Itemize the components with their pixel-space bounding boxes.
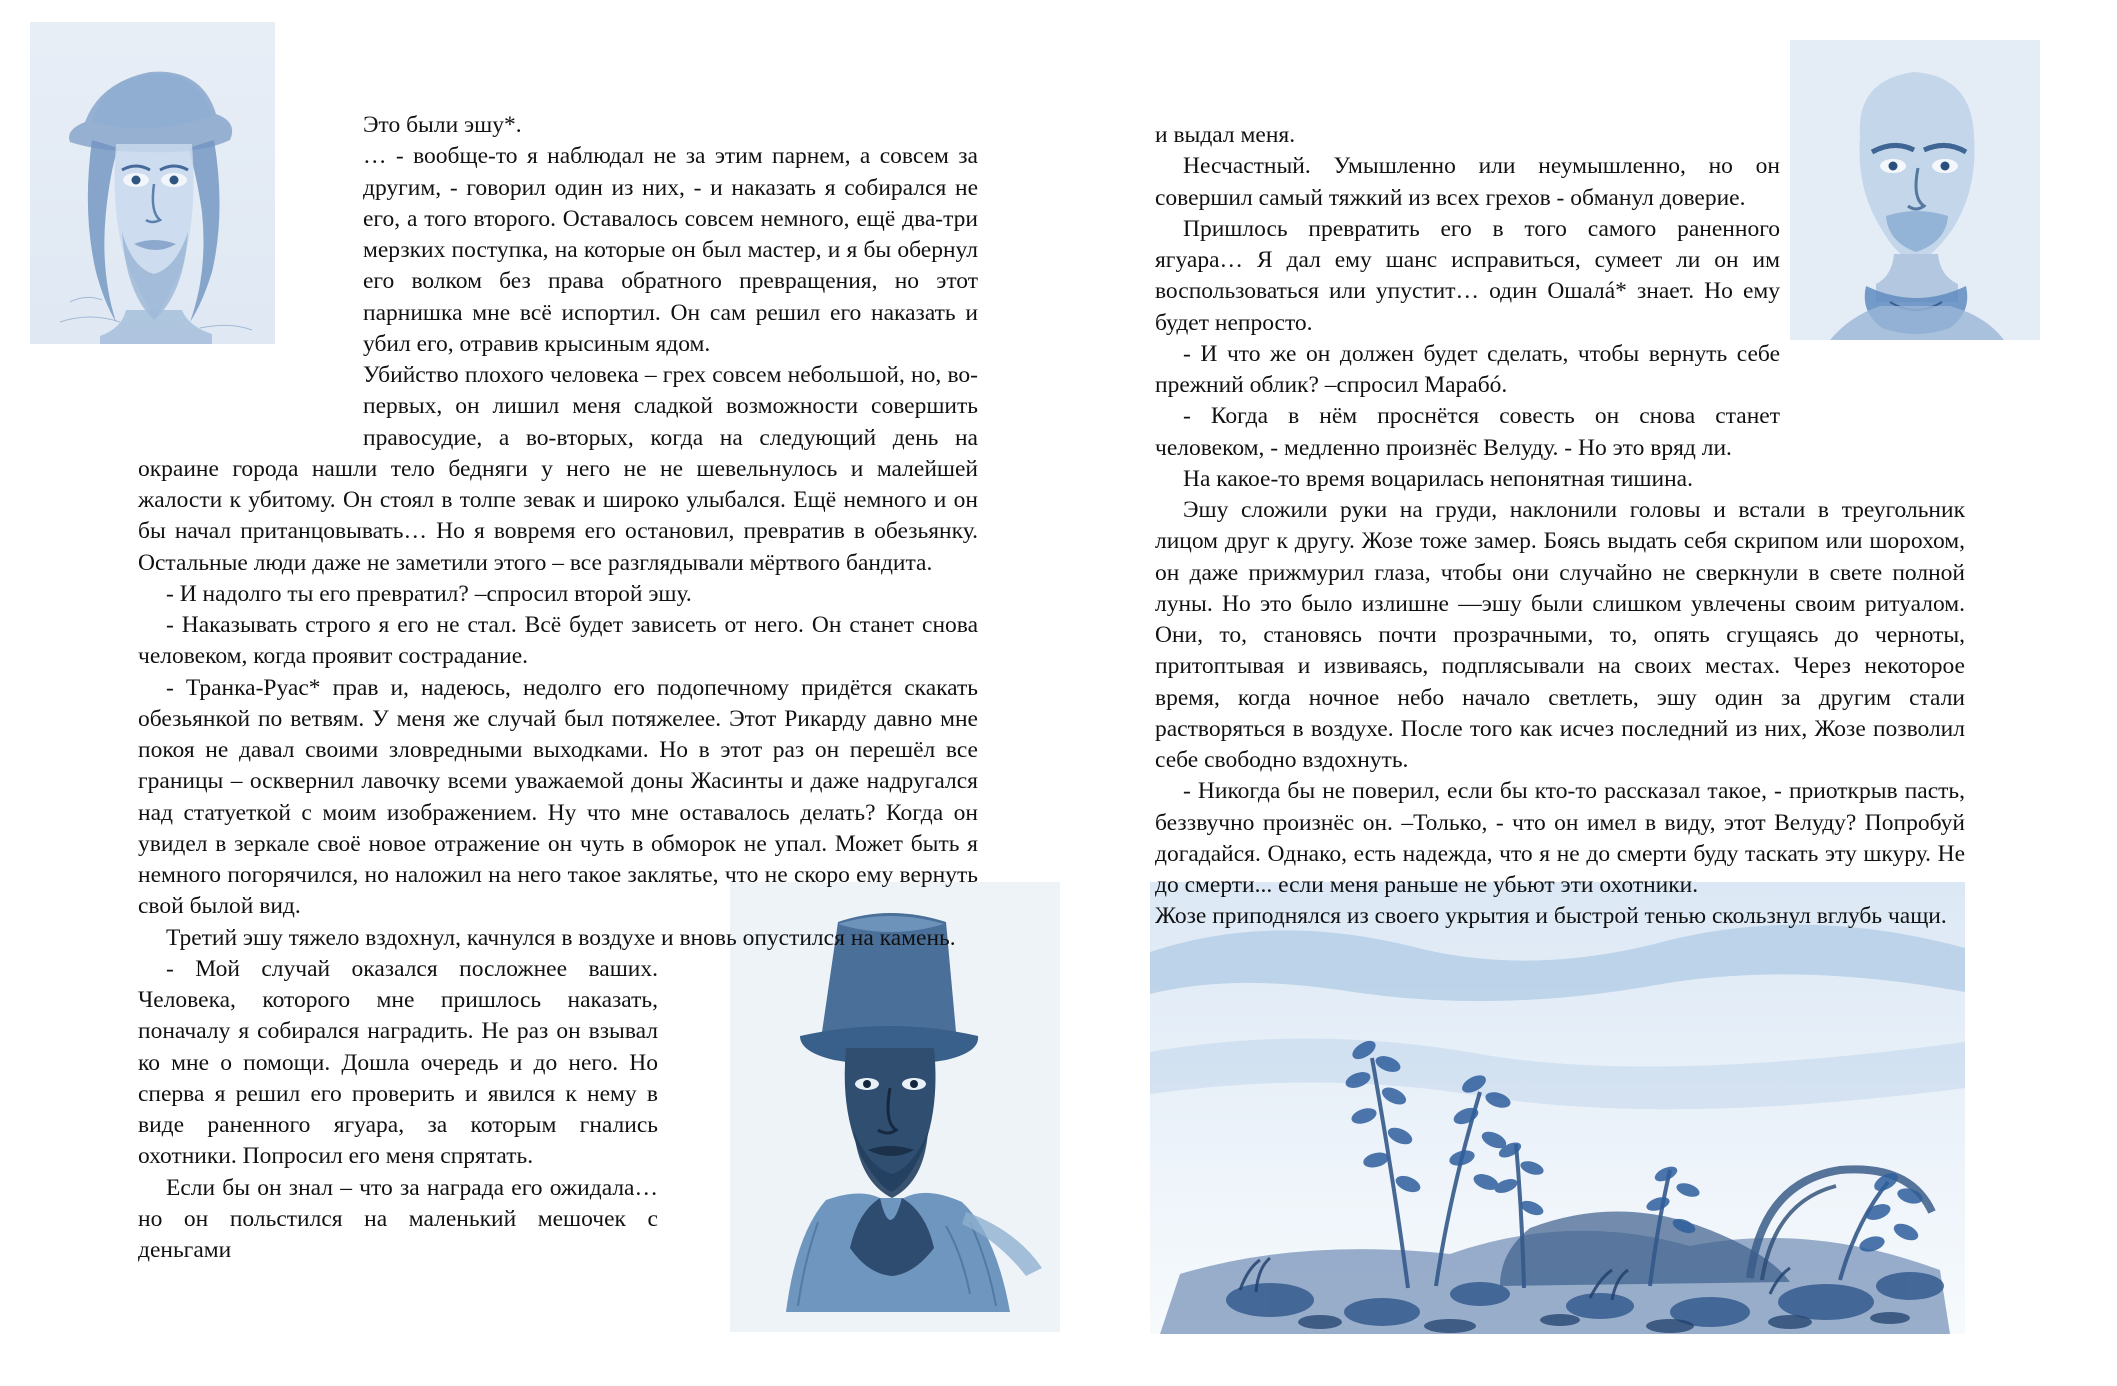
left-text-column <box>138 110 978 1266</box>
paragraph: Убийство плохого человека – грех совсем небольшой, но, во-первых, он лишил меня сладкой возможности совершить правосудие, а во-вторых, когда на следующий день на окраине города нашли тело бедняги у него не не шевельнулось и малейшей жалости к убитому. Он стоял в толпе зевак и широко улыбался. Ещё немного и он бы начал пританцовывать… Но я вовремя его остановил, превратив в обезьянку. Остальные люди даже не заметили этого – все разглядывали мёртвого бандита. <box>138 362 978 576</box>
paragraph: Эшу сложили руки на груди, наклонили головы и встали в треугольник лицом друг к другу. Жозе тоже замер. Боясь выдать себя скрипом или шорохом, он даже прижмурил глаза, чтобы они случайно не сверкнули в свете полной луны. Но это было излишне ––эшу были слишком увлечены своим ритуалом. Они, то, становясь почти прозрачными, то, опять сгущаясь до черноты, притоптывая и извиваясь, подплясывали на своих местах. Через некоторое время, когда ночное небо начало светлеть, эшу один за другим стали растворяться в воздухе. После того как исчез последний из них, Жозе позволил себе свободно вздохнуть. <box>1155 497 1965 773</box>
left-illustration-wrap-shape <box>138 110 363 440</box>
paragraph: Несчастный. Умышленно или неумышленно, но он совершил самый тяжкий из всех грехов - обманул доверие. <box>1155 153 1780 211</box>
paragraph: и выдал меня. <box>1155 122 1296 148</box>
landscape-illustration <box>1150 882 1965 1334</box>
paragraph: - Никогда бы не поверил, если бы кто-то рассказал такое, - приоткрыв пасть, беззвучно произнёс он. –Только, - что он имел в виду, этот Велуду? Попробуй догадайся. Однако, есть надежда, что я не до смерти буду таскать эту шкуру. Не до смерти... если меня раньше не убьют эти охотники. <box>1155 778 1965 898</box>
paragraph: Если бы он знал – что за награда его ожидала… но он польстился на маленький мешочек с деньгами <box>138 1174 658 1263</box>
paragraph: - Мой случай оказался посложнее ваших. Человека, которого мне пришлось наказать, поначалу я собирался наградить. Не раз он взывал ко мне о помощи. Дошла очередь и до него. Но сперва я решил его проверить и явился к нему в виде раненного ягуара, за которым гнались охотники. Попросил его меня спрятать. <box>138 955 658 1170</box>
paragraph: Третий эшу тяжело вздохнул, качнулся в воздухе и вновь опустился на камень. <box>166 924 956 951</box>
paragraph: - И надолго ты его превратил? –спросил второй эшу. <box>166 580 692 607</box>
paragraph: - Когда в нём проснётся совесть он снова станет человеком, - медленно произнёс Велуду. - Но это вряд ли. <box>1155 403 1780 461</box>
paragraph: Жозе приподнялся из своего укрытия и быстрой тенью скользнул вглубь чащи. <box>1155 903 1947 930</box>
right-text-column <box>1155 120 1965 933</box>
paragraph: … - вообще-то я наблюдал не за этим парнем, а совсем за другим, - говорил один из них, - и наказать я собирался не его, а того второго. Оставалось совсем немного, ещё два-три мерзких поступка, на которые он был мастер, и я бы обернул его волком без права обратного превращения, но этот парнишка мне всё испортил. Он сам решил его наказать и убил его, отравив крысиным ядом. <box>363 143 978 357</box>
paragraph: Пришлось превратить его в того самого раненного ягуара… Я дал ему шанс исправиться, сумеет ли он им воспользоваться или упустит… один Ошалá* знает. Но ему будет непросто. <box>1155 215 1780 336</box>
paragraph: - И что же он должен будет сделать, чтобы вернуть себе прежний облик? –спросил Марабó. <box>1155 340 1780 398</box>
paragraph: Это были эшу*. <box>363 112 522 138</box>
paragraph: - Наказывать строго я его не стал. Всё будет зависеть от него. Он станет снова человеком, когда проявит сострадание. <box>138 612 978 670</box>
paragraph: На какое-то время воцарилась непонятная тишина. <box>1183 465 1693 492</box>
paragraph: - Транка-Руас* прав и, надеюсь, недолго его подопечному придётся скакать обезьянкой по ветвям. У меня же случай был потяжелее. Этот Рикарду давно мне покоя не давал своими зловредными выходками. Но в этот раз он перешёл все границы – осквернил лавочку всеми уважаемой доны Жасинты и даже надругался над статуеткой с моим изображением. Ну что мне оставалось делать? Когда он увидел в зеркале своё новое отражение он чуть в обморок не упал. Может быть я немного погорячился, но наложил на него такое заклятье, что не скоро ему вернуть свой былой вид. <box>138 674 978 920</box>
